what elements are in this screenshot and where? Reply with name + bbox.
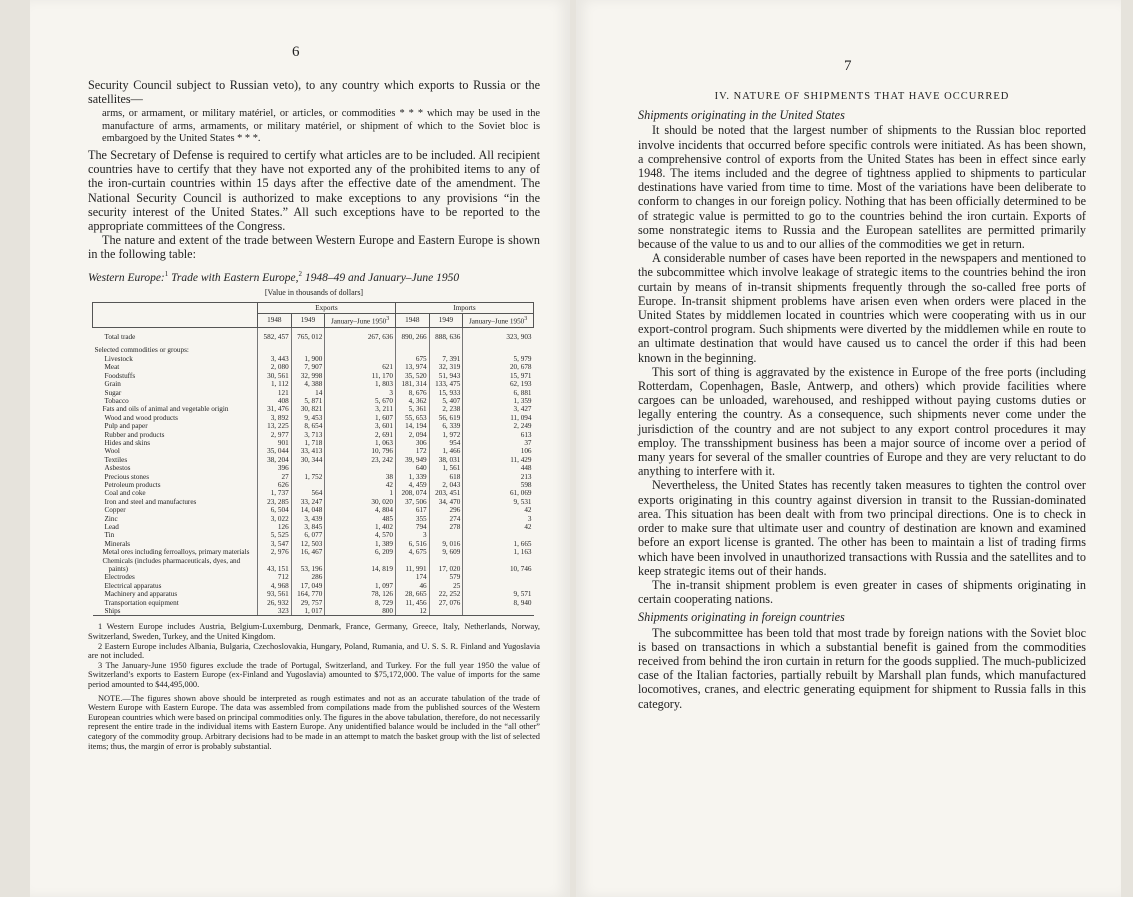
value-cell: 16, 467	[291, 548, 325, 556]
value-cell: 1, 972	[429, 431, 463, 439]
value-cell: 32, 998	[291, 372, 325, 380]
commodity-label: Wool	[104, 447, 120, 456]
value-cell: 4, 968	[258, 582, 292, 590]
value-cell: 1, 561	[429, 464, 463, 472]
trade-table	[92, 302, 534, 617]
paragraph: It should be noted that the largest number of shipments to the Russian bloc reported involve incidents that occurred before specific controls were initiated. As has been shown, a comprehensive control of exports from the United States has been in effect since early 1948. The items included and the degree of tightness applied to shipments to particular destinations have varied from time to time. Most of the variations have been deliberate to conform to changes in our foreign policy. Nothing that has been officially determined to be of strategic value is permitted to go to the countries behind the iron curtain. Exports of some nonstrategic items to Russia and the European satellites are permitted primarily because of the value to us and to our allies of the commodities we get in return.	[638, 123, 1086, 252]
table-row	[93, 548, 534, 556]
value-cell: 1	[325, 489, 396, 497]
value-cell: 126	[258, 523, 292, 531]
table-row	[93, 590, 534, 598]
col-1949: 1949	[429, 314, 463, 328]
commodity-label: Pulp and paper	[104, 422, 148, 431]
value-cell	[463, 607, 534, 616]
value-cell: 1, 017	[291, 607, 325, 616]
value-cell: 53, 196	[291, 557, 325, 574]
value-cell: 3, 211	[325, 405, 396, 413]
table-row	[93, 439, 534, 447]
value-cell: 13, 225	[258, 422, 292, 430]
intro-paragraph: Security Council subject to Russian veto), to any country which exports to Russia or the satellites—	[88, 78, 540, 107]
value-cell: 2, 080	[258, 363, 292, 371]
commodity-label: Metal ores including ferroalloys, primary materials	[102, 548, 250, 557]
value-cell: 39, 949	[395, 456, 429, 464]
value-cell: 4, 570	[325, 531, 396, 539]
table-row	[93, 515, 534, 523]
value-cell: 37, 506	[395, 498, 429, 506]
value-cell: 106	[463, 447, 534, 455]
table-row	[93, 573, 534, 581]
table-caption: Western Europe:$^1$ Trade with Eastern Europe,$^2$ 1948–49 and January–June 1950	[88, 269, 460, 284]
value-cell: 286	[291, 573, 325, 581]
table-row	[93, 582, 534, 590]
value-cell: 408	[258, 397, 292, 405]
right-page-body	[638, 90, 1086, 711]
value-cell: 133, 475	[429, 380, 463, 388]
value-cell: 30, 561	[258, 372, 292, 380]
value-cell: 46	[395, 582, 429, 590]
col-jan-june-1950: January–June 1950$^3$	[325, 314, 396, 328]
value-cell: 10, 796	[325, 447, 396, 455]
value-cell: 5, 361	[395, 405, 429, 413]
value-cell: 448	[463, 464, 534, 472]
value-cell: 26, 932	[258, 599, 292, 607]
value-cell: 598	[463, 481, 534, 489]
paragraph: This sort of thing is aggravated by the existence in Europe of the free ports (including Rotterdam, Copenhagen, Basle, Antwerp, and others) which provide facilities where cargoes can be unloaded, warehoused, and reshipped without paying customs duties or legally entering the country. As a consequence, such shipments never come under the jurisdiction of the country and are not subject to any export control procedures it may employ. The transshipment business has been a major source of income over a period of many years for several of the smaller countries of Europe and they are very reluctant to do anything to interfere with it.	[638, 364, 1086, 479]
value-cell: 901	[258, 439, 292, 447]
value-cell: 22, 252	[429, 590, 463, 598]
value-cell: 1, 665	[463, 540, 534, 548]
value-cell: 38, 031	[429, 456, 463, 464]
value-cell: 42	[463, 506, 534, 514]
page-number: 6	[292, 44, 300, 60]
commodity-label: Petroleum products	[104, 480, 161, 489]
value-cell: 5, 871	[291, 397, 325, 405]
value-cell: 3	[463, 515, 534, 523]
commodity-label: Textiles	[104, 455, 128, 464]
value-cell: 6, 209	[325, 548, 396, 556]
value-cell: 954	[429, 439, 463, 447]
col-1948: 1948	[395, 314, 429, 328]
paragraph: The subcommittee has been told that most trade by foreign nations with the Soviet bloc is based on transactions in which a substantial benefit is gained from the commodities received from behind the iron curtain in return for the goods supplied. The much-publicized case of the Italian factories, partially rebuilt by Marshall plan funds, which manufactured locomotives, cranes, and electric generating equipment for shipment to Russia falls in this category.	[638, 625, 1086, 711]
value-cell: 8, 940	[463, 599, 534, 607]
value-cell: 1, 097	[325, 582, 396, 590]
value-cell	[429, 607, 463, 616]
value-cell: 10, 746	[463, 557, 534, 574]
table-row	[93, 355, 534, 363]
value-cell: 613	[463, 431, 534, 439]
commodity-label: Zinc	[104, 514, 118, 523]
value-cell: 17, 020	[429, 557, 463, 574]
value-cell: 164, 770	[291, 590, 325, 598]
table-row	[93, 599, 534, 607]
value-cell: 14, 048	[291, 506, 325, 514]
value-cell: 23, 242	[325, 456, 396, 464]
value-cell: 7, 907	[291, 363, 325, 371]
value-cell: 38, 204	[258, 456, 292, 464]
value-cell: 3, 892	[258, 414, 292, 422]
value-cell: 174	[395, 573, 429, 581]
value-cell: 355	[395, 515, 429, 523]
value-cell: 14, 819	[325, 557, 396, 574]
value-cell: 6, 339	[429, 422, 463, 430]
value-cell: 121	[258, 389, 292, 397]
value-cell: 35, 044	[258, 447, 292, 455]
table-note: NOTE.—The figures shown above should be interpreted as rough estimates and not as an accurate tabulation of the trade of Western Europe with Eastern Europe. The data was assembled from compilations made from the published sources of the Western European countries which were based on principal commodities only. The figures in the above tabulation, therefore, do not necessarily represent the entire trade in the individual items with Eastern Europe. Any unidentified balance would be included in the “all other” category of the commodity group. Arbitrary decisions had to be made in an attempt to match the basket group with the list of selected items; thus, the margin of error is probably substantial.	[88, 693, 540, 751]
commodity-label: Sugar	[104, 388, 122, 397]
value-cell	[325, 355, 396, 363]
value-cell: 5, 979	[463, 355, 534, 363]
left-page-body	[88, 78, 540, 751]
paragraph: The in-transit shipment problem is even greater in cases of shipments originating in certain cooperating nations.	[638, 577, 1086, 607]
commodity-label: Minerals	[104, 539, 131, 548]
value-cell: 1, 163	[463, 548, 534, 556]
table-row	[93, 380, 534, 388]
block-quote: arms, or armament, or military matériel, or articles, or commodities * * * which may be used in the manufacture of arms, armaments, or military matériel, or shipment of which to the Soviet bloc is embargoed by the United States * * *.	[102, 108, 540, 144]
subheading: Shipments originating in the United States	[638, 108, 845, 123]
table-row	[93, 363, 534, 371]
paragraph: A considerable number of cases have been reported in the newspapers and mentioned to the subcommittee which involve leakage of strategic items to the countries behind the iron curtain by means of in-transit shipments frequently through the so-called free ports of Europe. In-transit shipment problems have arisen even when orders were placed in the United States by middlemen located in countries which were cooperating with us in our export-control program. Such shipments were diverted by the middlemen while en route to an ultimate destination that would have caused us to cancel the order if this had been known in the beginning.	[638, 251, 1086, 365]
value-cell: 579	[429, 573, 463, 581]
value-cell: 9, 609	[429, 548, 463, 556]
table-row	[93, 389, 534, 397]
value-cell: 2, 238	[429, 405, 463, 413]
table-row	[93, 372, 534, 380]
value-cell: 617	[395, 506, 429, 514]
table-row	[93, 447, 534, 455]
value-cell: 213	[463, 473, 534, 481]
value-cell: 1, 112	[258, 380, 292, 388]
value-cell: 33, 247	[291, 498, 325, 506]
value-cell: 1, 359	[463, 397, 534, 405]
value-cell: 43, 151	[258, 557, 292, 574]
value-cell: 4, 388	[291, 380, 325, 388]
value-cell: 8, 729	[325, 599, 396, 607]
value-cell: 9, 453	[291, 414, 325, 422]
value-cell: 14, 194	[395, 422, 429, 430]
value-cell	[325, 464, 396, 472]
footnote: 3 The January-June 1950 figures exclude the trade of Portugal, Switzerland, and Turkey. For the full year 1950 the value of Switzerland’s exports to Eastern Europe (ex-Finland and Yugoslavia) amounted to $75,172,000. The value of imports for the same period amounted to $44,495,000.	[88, 660, 540, 690]
value-cell: 1, 063	[325, 439, 396, 447]
table-row	[93, 481, 534, 489]
value-cell: 25	[429, 582, 463, 590]
table-row	[93, 431, 534, 439]
value-cell: 28, 665	[395, 590, 429, 598]
value-cell: 306	[395, 439, 429, 447]
value-cell	[463, 582, 534, 590]
value-cell: 1, 803	[325, 380, 396, 388]
value-cell: 274	[429, 515, 463, 523]
value-cell: 1, 737	[258, 489, 292, 497]
table-row	[93, 464, 534, 472]
value-cell: 11, 170	[325, 372, 396, 380]
value-cell: 208, 074	[395, 489, 429, 497]
col-1949: 1949	[291, 314, 325, 328]
value-cell: 32, 319	[429, 363, 463, 371]
footnotes	[88, 622, 540, 751]
value-cell: 3, 022	[258, 515, 292, 523]
commodity-label: Rubber and products	[104, 430, 165, 439]
commodity-label: Iron and steel and manufactures	[104, 497, 197, 506]
value-cell: 11, 094	[463, 414, 534, 422]
value-cell: 42	[325, 481, 396, 489]
value-cell: 11, 456	[395, 599, 429, 607]
value-cell: 1, 752	[291, 473, 325, 481]
value-cell: 3, 439	[291, 515, 325, 523]
value-cell: 1, 718	[291, 439, 325, 447]
value-cell: 33, 413	[291, 447, 325, 455]
table-row	[93, 506, 534, 514]
value-cell: 2, 043	[429, 481, 463, 489]
value-cell: 181, 314	[395, 380, 429, 388]
value-cell: 7, 391	[429, 355, 463, 363]
value-cell: 42	[463, 523, 534, 531]
value-cell: 11, 991	[395, 557, 429, 574]
value-cell	[429, 531, 463, 539]
value-cell: 621	[325, 363, 396, 371]
value-cell: 30, 821	[291, 405, 325, 413]
commodity-label: Lead	[104, 523, 119, 532]
value-cell: 2, 691	[325, 431, 396, 439]
value-cell: 3, 713	[291, 431, 325, 439]
commodity-label: Grain	[104, 380, 121, 389]
table-row	[93, 422, 534, 430]
value-cell: 794	[395, 523, 429, 531]
value-cell: 172	[395, 447, 429, 455]
footnote: 2 Eastern Europe includes Albania, Bulgaria, Czechoslovakia, Hungary, Poland, Rumania, and U. S. S. R. Finland and Yugoslavia are not included.	[88, 641, 540, 661]
value-cell: 20, 678	[463, 363, 534, 371]
value-cell: 17, 049	[291, 582, 325, 590]
commodity-label: Electrical apparatus	[104, 581, 162, 590]
selected-header-row: Selected commodities or groups:	[93, 346, 534, 354]
value-cell: 626	[258, 481, 292, 489]
value-cell	[463, 531, 534, 539]
value-cell: 5, 670	[325, 397, 396, 405]
value-cell: 93, 561	[258, 590, 292, 598]
value-cell: 12	[395, 607, 429, 616]
paragraph: The Secretary of Defense is required to certify what articles are to be included. All recipient countries have to certify that they have not exported any of the prohibited items to any of the iron-curtain countries within 15 days after the effective date of the amendment. The National Security Council is authorized to make exceptions to any provisions “in the security interest of the United States.” All such exceptions have to be reported to the appropriate committees of the Congress.	[88, 148, 540, 234]
value-cell: 712	[258, 573, 292, 581]
value-cell: 62, 193	[463, 380, 534, 388]
commodity-label: Wood and wood products	[104, 413, 178, 422]
value-cell	[463, 573, 534, 581]
value-cell: 38	[325, 473, 396, 481]
value-cell: 51, 943	[429, 372, 463, 380]
value-cell	[291, 481, 325, 489]
value-cell: 61, 069	[463, 489, 534, 497]
value-cell: 13, 974	[395, 363, 429, 371]
table-row	[93, 523, 534, 531]
table-row	[93, 531, 534, 539]
value-cell: 278	[429, 523, 463, 531]
value-cell: 30, 020	[325, 498, 396, 506]
commodity-label: Electrodes	[104, 573, 135, 582]
value-cell: 2, 977	[258, 431, 292, 439]
value-cell: 618	[429, 473, 463, 481]
value-cell: 4, 675	[395, 548, 429, 556]
commodity-label: Livestock	[104, 354, 133, 363]
value-cell: 296	[429, 506, 463, 514]
commodity-label: Machinery and apparatus	[104, 590, 178, 599]
value-cell: 6, 516	[395, 540, 429, 548]
commodity-label: Meat	[104, 363, 120, 372]
value-cell: 3	[395, 531, 429, 539]
value-cell: 23, 285	[258, 498, 292, 506]
value-cell	[291, 464, 325, 472]
table-row	[93, 607, 534, 616]
table-row	[93, 489, 534, 497]
value-cell: 9, 531	[463, 498, 534, 506]
value-cell: 396	[258, 464, 292, 472]
page-number: 7	[844, 58, 852, 74]
col-jan-june-1950: January–June 1950$^3$	[463, 314, 534, 328]
value-cell: 3, 443	[258, 355, 292, 363]
value-cell: 8, 654	[291, 422, 325, 430]
value-cell: 4, 459	[395, 481, 429, 489]
value-cell: 6, 504	[258, 506, 292, 514]
value-cell: 37	[463, 439, 534, 447]
value-cell: 3, 601	[325, 422, 396, 430]
commodity-label: Chemicals (includes pharmaceuticals, dyes, and paints)	[102, 556, 241, 574]
exports-header: Exports	[258, 302, 396, 313]
value-cell: 15, 933	[429, 389, 463, 397]
value-cell: 564	[291, 489, 325, 497]
commodity-label: Fats and oils of animal and vegetable origin	[102, 405, 229, 414]
paragraph: Nevertheless, the United States has recently taken measures to tighten the control over exports originating in this country against diversion in transit to the Russian-dominated area. This situation has been dealt with from two principal directions. One is to check in order to make sure that ultimate user and country of destination are known and examined before an export license is granted. The other has been to maintain a list of trading firms which have been involved in unauthorized transactions with Russia and the satellites and to keep strategic items out of their hands.	[638, 478, 1086, 578]
value-cell: 800	[325, 607, 396, 616]
subheading: Shipments originating in foreign countries	[638, 610, 845, 625]
value-cell: 4, 362	[395, 397, 429, 405]
value-cell: 30, 344	[291, 456, 325, 464]
value-cell	[325, 573, 396, 581]
value-cell: 2, 976	[258, 548, 292, 556]
value-cell: 2, 094	[395, 431, 429, 439]
value-cell: 29, 757	[291, 599, 325, 607]
value-cell: 3, 845	[291, 523, 325, 531]
commodity-label: Hides and skins	[104, 438, 151, 447]
value-cell: 12, 503	[291, 540, 325, 548]
value-cell: 6, 077	[291, 531, 325, 539]
table-row	[93, 557, 534, 574]
value-cell: 485	[325, 515, 396, 523]
col-1948: 1948	[258, 314, 292, 328]
value-cell: 78, 126	[325, 590, 396, 598]
left-page	[30, 0, 570, 897]
value-cell: 9, 571	[463, 590, 534, 598]
table-row	[93, 414, 534, 422]
value-cell: 1, 607	[325, 414, 396, 422]
table-row	[93, 473, 534, 481]
commodity-label: Foodstuffs	[104, 371, 136, 380]
value-cell: 1, 339	[395, 473, 429, 481]
value-cell: 6, 881	[463, 389, 534, 397]
commodity-label: Coal and coke	[104, 489, 146, 498]
value-cell: 1, 466	[429, 447, 463, 455]
commodity-label: Ships	[93, 607, 258, 616]
value-cell: 1, 389	[325, 540, 396, 548]
table-row	[93, 397, 534, 405]
value-cell: 27, 076	[429, 599, 463, 607]
value-cell: 1, 900	[291, 355, 325, 363]
value-cell: 4, 804	[325, 506, 396, 514]
value-cell: 11, 429	[463, 456, 534, 464]
value-cell: 5, 525	[258, 531, 292, 539]
commodity-label: Tin	[104, 531, 115, 540]
commodity-label: Tobacco	[104, 396, 129, 405]
value-cell: 1, 402	[325, 523, 396, 531]
value-cell: 3, 427	[463, 405, 534, 413]
value-cell: 56, 619	[429, 414, 463, 422]
paragraph: The nature and extent of the trade between Western Europe and Eastern Europe is shown in the following table:	[88, 233, 540, 262]
section-title: IV. NATURE OF SHIPMENTS THAT HAVE OCCURRED	[714, 91, 1010, 102]
commodity-label: Copper	[104, 506, 126, 515]
value-cell: 14	[291, 389, 325, 397]
value-cell: 31, 476	[258, 405, 292, 413]
table-subcaption: [Value in thousands of dollars]	[264, 287, 364, 297]
value-cell: 15, 971	[463, 372, 534, 380]
value-cell: 34, 470	[429, 498, 463, 506]
total-row: Total trade 582, 457 765, 012 267, 636 890, 266 888, 636 323, 903	[93, 328, 534, 347]
footnote: 1 Western Europe includes Austria, Belgium-Luxemburg, Denmark, France, Germany, Greece, Italy, Netherlands, Norway, Switzerland, Sweden, Turkey, and the United Kingdom.	[88, 622, 540, 642]
value-cell: 3, 547	[258, 540, 292, 548]
value-cell: 3	[325, 389, 396, 397]
value-cell: 55, 653	[395, 414, 429, 422]
table-row	[93, 498, 534, 506]
value-cell: 35, 520	[395, 372, 429, 380]
value-cell: 675	[395, 355, 429, 363]
value-cell: 640	[395, 464, 429, 472]
table-row	[93, 405, 534, 413]
table-row	[93, 456, 534, 464]
value-cell: 2, 249	[463, 422, 534, 430]
commodity-label: Precious stones	[104, 472, 150, 481]
right-page	[576, 0, 1121, 897]
value-cell: 323	[258, 607, 292, 616]
commodity-label: Transportation equipment	[104, 598, 179, 607]
value-cell: 8, 676	[395, 389, 429, 397]
value-cell: 9, 016	[429, 540, 463, 548]
value-cell: 27	[258, 473, 292, 481]
table-row	[93, 540, 534, 548]
value-cell: 203, 451	[429, 489, 463, 497]
commodity-label: Asbestos	[104, 464, 131, 473]
imports-header: Imports	[395, 302, 533, 313]
value-cell: 5, 407	[429, 397, 463, 405]
